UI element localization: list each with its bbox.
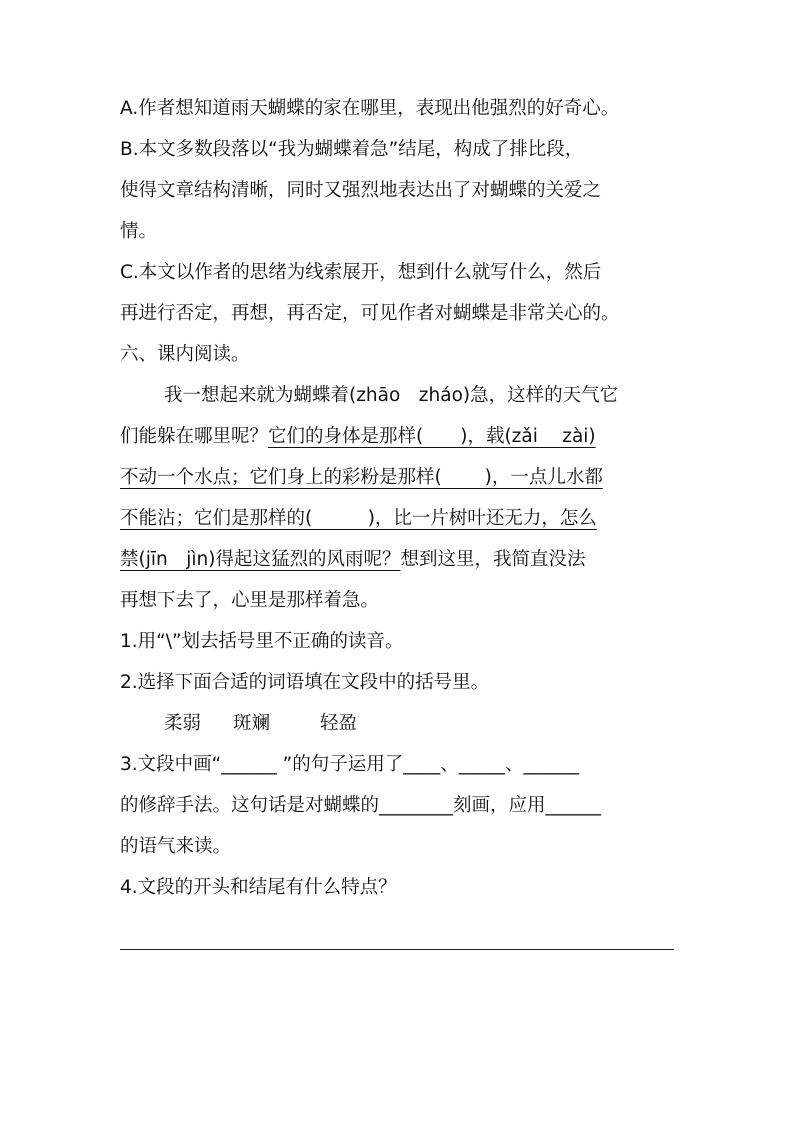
passage-line-5 — [120, 539, 676, 580]
word-choices — [120, 703, 676, 744]
worksheet-page — [120, 88, 676, 908]
option-b-line-1: B.本文多数段落以“我为蝴蝶着急”结尾，构成了排比段， — [120, 139, 584, 160]
question-3-line-1: 3.文段中画“______ ”的句子运用了____、_____、______ — [120, 754, 579, 775]
option-a: A.作者想知道雨天蝴蝶的家在哪里，表现出他强烈的好奇心。 — [120, 98, 620, 119]
passage-line-2-plain: 们能躲在哪里呢？ — [120, 426, 269, 447]
passage-line-4 — [120, 498, 676, 539]
section-heading: 六、课内阅读。 — [120, 344, 250, 365]
word-choice-2: 斑斓 — [233, 713, 271, 734]
passage-line-3-underlined: 不动一个水点；它们身上的彩粉是那样( )，一点儿水都 — [120, 467, 603, 488]
passage-line-3 — [120, 457, 676, 498]
passage-line-5-plain: 想到这里，我简直没法 — [400, 549, 586, 570]
word-choice-3: 轻盈 — [320, 713, 358, 734]
passage-line-1: 我一想起来就为蝴蝶着(zhāo zháo)急，这样的天气它 — [164, 385, 619, 406]
passage-line-5-underlined: 禁(jīn jìn)得起这猛烈的风雨呢？ — [120, 549, 401, 570]
word-choice-1: 柔弱 — [164, 713, 202, 734]
question-3-line-3: 的语气来读。 — [120, 836, 232, 857]
question-2: 2.选择下面合适的词语填在文段中的括号里。 — [120, 672, 490, 693]
passage-line-4-underlined: 不能沾；它们是那样的( )，比一片树叶还无力，怎么 — [120, 508, 597, 529]
passage-line-6: 再想下去了，心里是那样着急。 — [120, 590, 380, 611]
option-c-line-2: 再进行否定，再想，再否定，可见作者对蝴蝶是非常关心的。 — [120, 303, 620, 324]
option-b-line-3: 情。 — [120, 221, 158, 242]
option-b-line-2: 使得文章结构清晰，同时又强烈地表达出了对蝴蝶的关爱之 — [120, 180, 602, 201]
answer-line[interactable] — [120, 949, 674, 950]
question-4: 4.文段的开头和结尾有什么特点？ — [120, 877, 397, 898]
question-3-line-2: 的修辞手法。这句话是对蝴蝶的________刻画，应用______ — [120, 795, 602, 816]
passage-line-2-underlined: 它们的身体是那样( )，载(zǎi zài) — [268, 426, 596, 447]
question-1: 1.用“\”划去括号里不正确的读音。 — [120, 631, 404, 652]
option-c-line-1: C.本文以作者的思绪为线索展开，想到什么就写什么，然后 — [120, 262, 602, 283]
passage-line-2 — [120, 416, 676, 457]
